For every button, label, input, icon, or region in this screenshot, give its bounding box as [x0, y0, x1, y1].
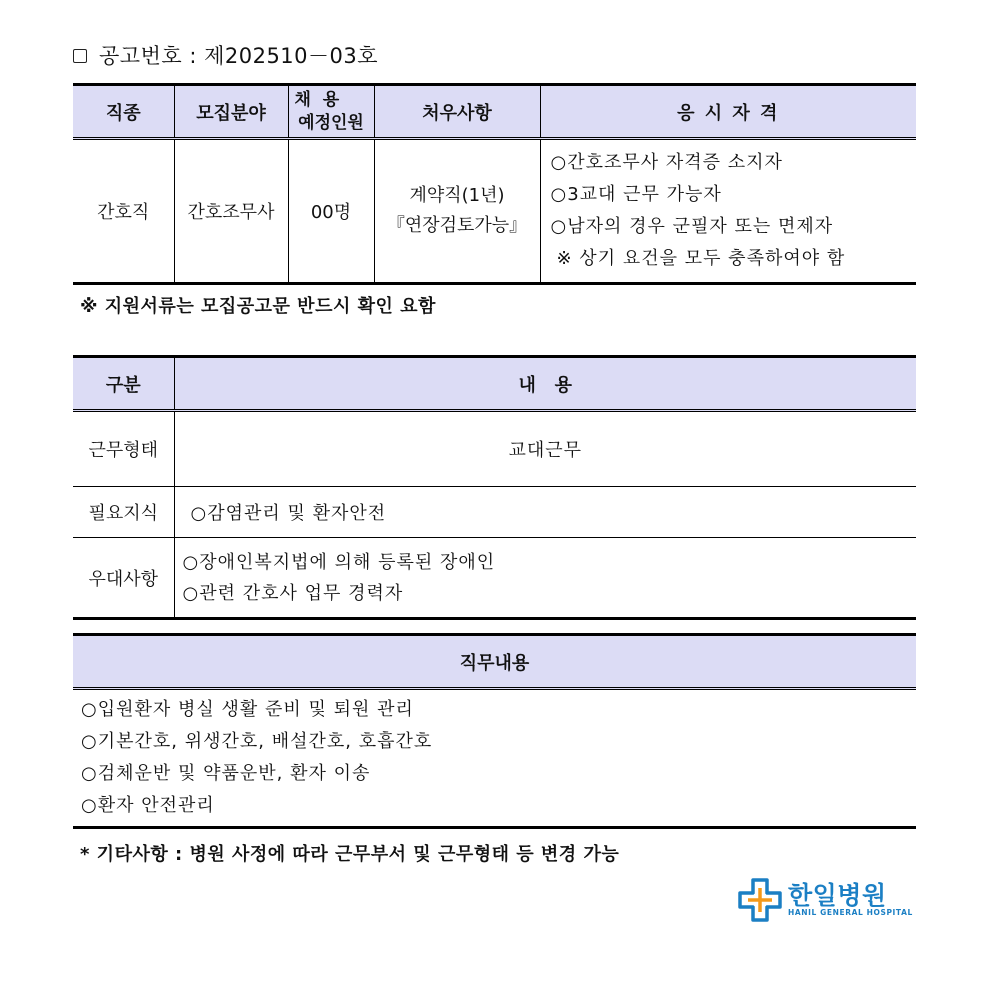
header-planned-text1: 채 용	[294, 89, 340, 110]
header-treatment: 처우사항	[374, 85, 540, 139]
header-job-type: 직종	[73, 85, 174, 139]
duties-table	[73, 633, 916, 829]
header-planned-line2: 예정인원	[298, 112, 364, 133]
label-preference: 우대사항	[73, 538, 174, 619]
preference-item: ○관련 간호사 업무 경력자	[182, 582, 404, 604]
value-knowledge: ○감염관리 및 환자안전	[174, 487, 916, 538]
qualification-item: ○3교대 근무 가능자	[550, 184, 722, 205]
recruitment-row	[73, 139, 916, 284]
duty-item: ○환자 안전관리	[81, 795, 215, 816]
notice-number	[73, 42, 378, 70]
detail-table	[73, 355, 916, 620]
header-qualification: 응 시 자 격	[540, 85, 916, 139]
logo-name-english: HANIL GENERAL HOSPITAL	[788, 908, 913, 917]
duty-item: ○검체운반 및 약품운반, 환자 이송	[81, 763, 371, 784]
header-category: 구분	[73, 357, 174, 411]
recruitment-table	[73, 83, 916, 285]
qualification-item: ○간호조무사 자격증 소지자	[550, 152, 783, 173]
header-planned-line1	[289, 89, 374, 112]
preference-item: ○장애인복지법에 의해 등록된 장애인	[182, 551, 496, 573]
cell-qualifications	[540, 139, 916, 284]
cell-job-type: 간호직	[73, 139, 174, 284]
detail-table-header	[73, 357, 916, 411]
header-duties: 직무내용	[73, 635, 916, 689]
detail-row-work-type	[73, 411, 916, 487]
duty-item: ○입원환자 병실 생활 준비 및 퇴원 관리	[81, 699, 414, 720]
cell-field: 간호조무사	[174, 139, 288, 284]
duties-list	[73, 689, 916, 828]
treatment-line1: 계약직(1년)	[409, 185, 505, 206]
recruitment-table-header	[73, 85, 916, 139]
header-planned-count	[288, 85, 374, 139]
notice-number-text: 공고번호 : 제202510－03호	[99, 44, 379, 68]
qualification-item: ○남자의 경우 군필자 또는 면제자	[550, 216, 834, 237]
checkbox-square-icon	[73, 49, 87, 63]
hospital-logo	[738, 878, 918, 924]
logo-name-korean: 한일병원	[788, 881, 887, 910]
other-note: * 기타사항 : 병원 사정에 따라 근무부서 및 근무형태 등 변경 가능	[80, 844, 620, 865]
detail-row-preference	[73, 538, 916, 619]
label-work-type: 근무형태	[73, 411, 174, 487]
value-preference	[174, 538, 916, 619]
documents-note: ※ 지원서류는 모집공고문 반드시 확인 요함	[80, 296, 436, 317]
duties-row	[73, 689, 916, 828]
hospital-cross-icon	[738, 878, 782, 922]
treatment-line2: 『연장검토가능』	[386, 215, 528, 236]
header-content: 내 용	[174, 357, 916, 411]
header-field: 모집분야	[174, 85, 288, 139]
detail-row-knowledge	[73, 487, 916, 538]
duty-item: ○기본간호, 위생간호, 배설간호, 호흡간호	[81, 731, 433, 752]
duties-table-header	[73, 635, 916, 689]
cell-planned: 00명	[288, 139, 374, 284]
value-work-type: 교대근무	[174, 411, 916, 487]
cell-treatment	[374, 139, 540, 284]
qualification-condition: ※ 상기 요건을 모두 충족하여야 함	[556, 248, 846, 269]
label-knowledge: 필요지식	[73, 487, 174, 538]
